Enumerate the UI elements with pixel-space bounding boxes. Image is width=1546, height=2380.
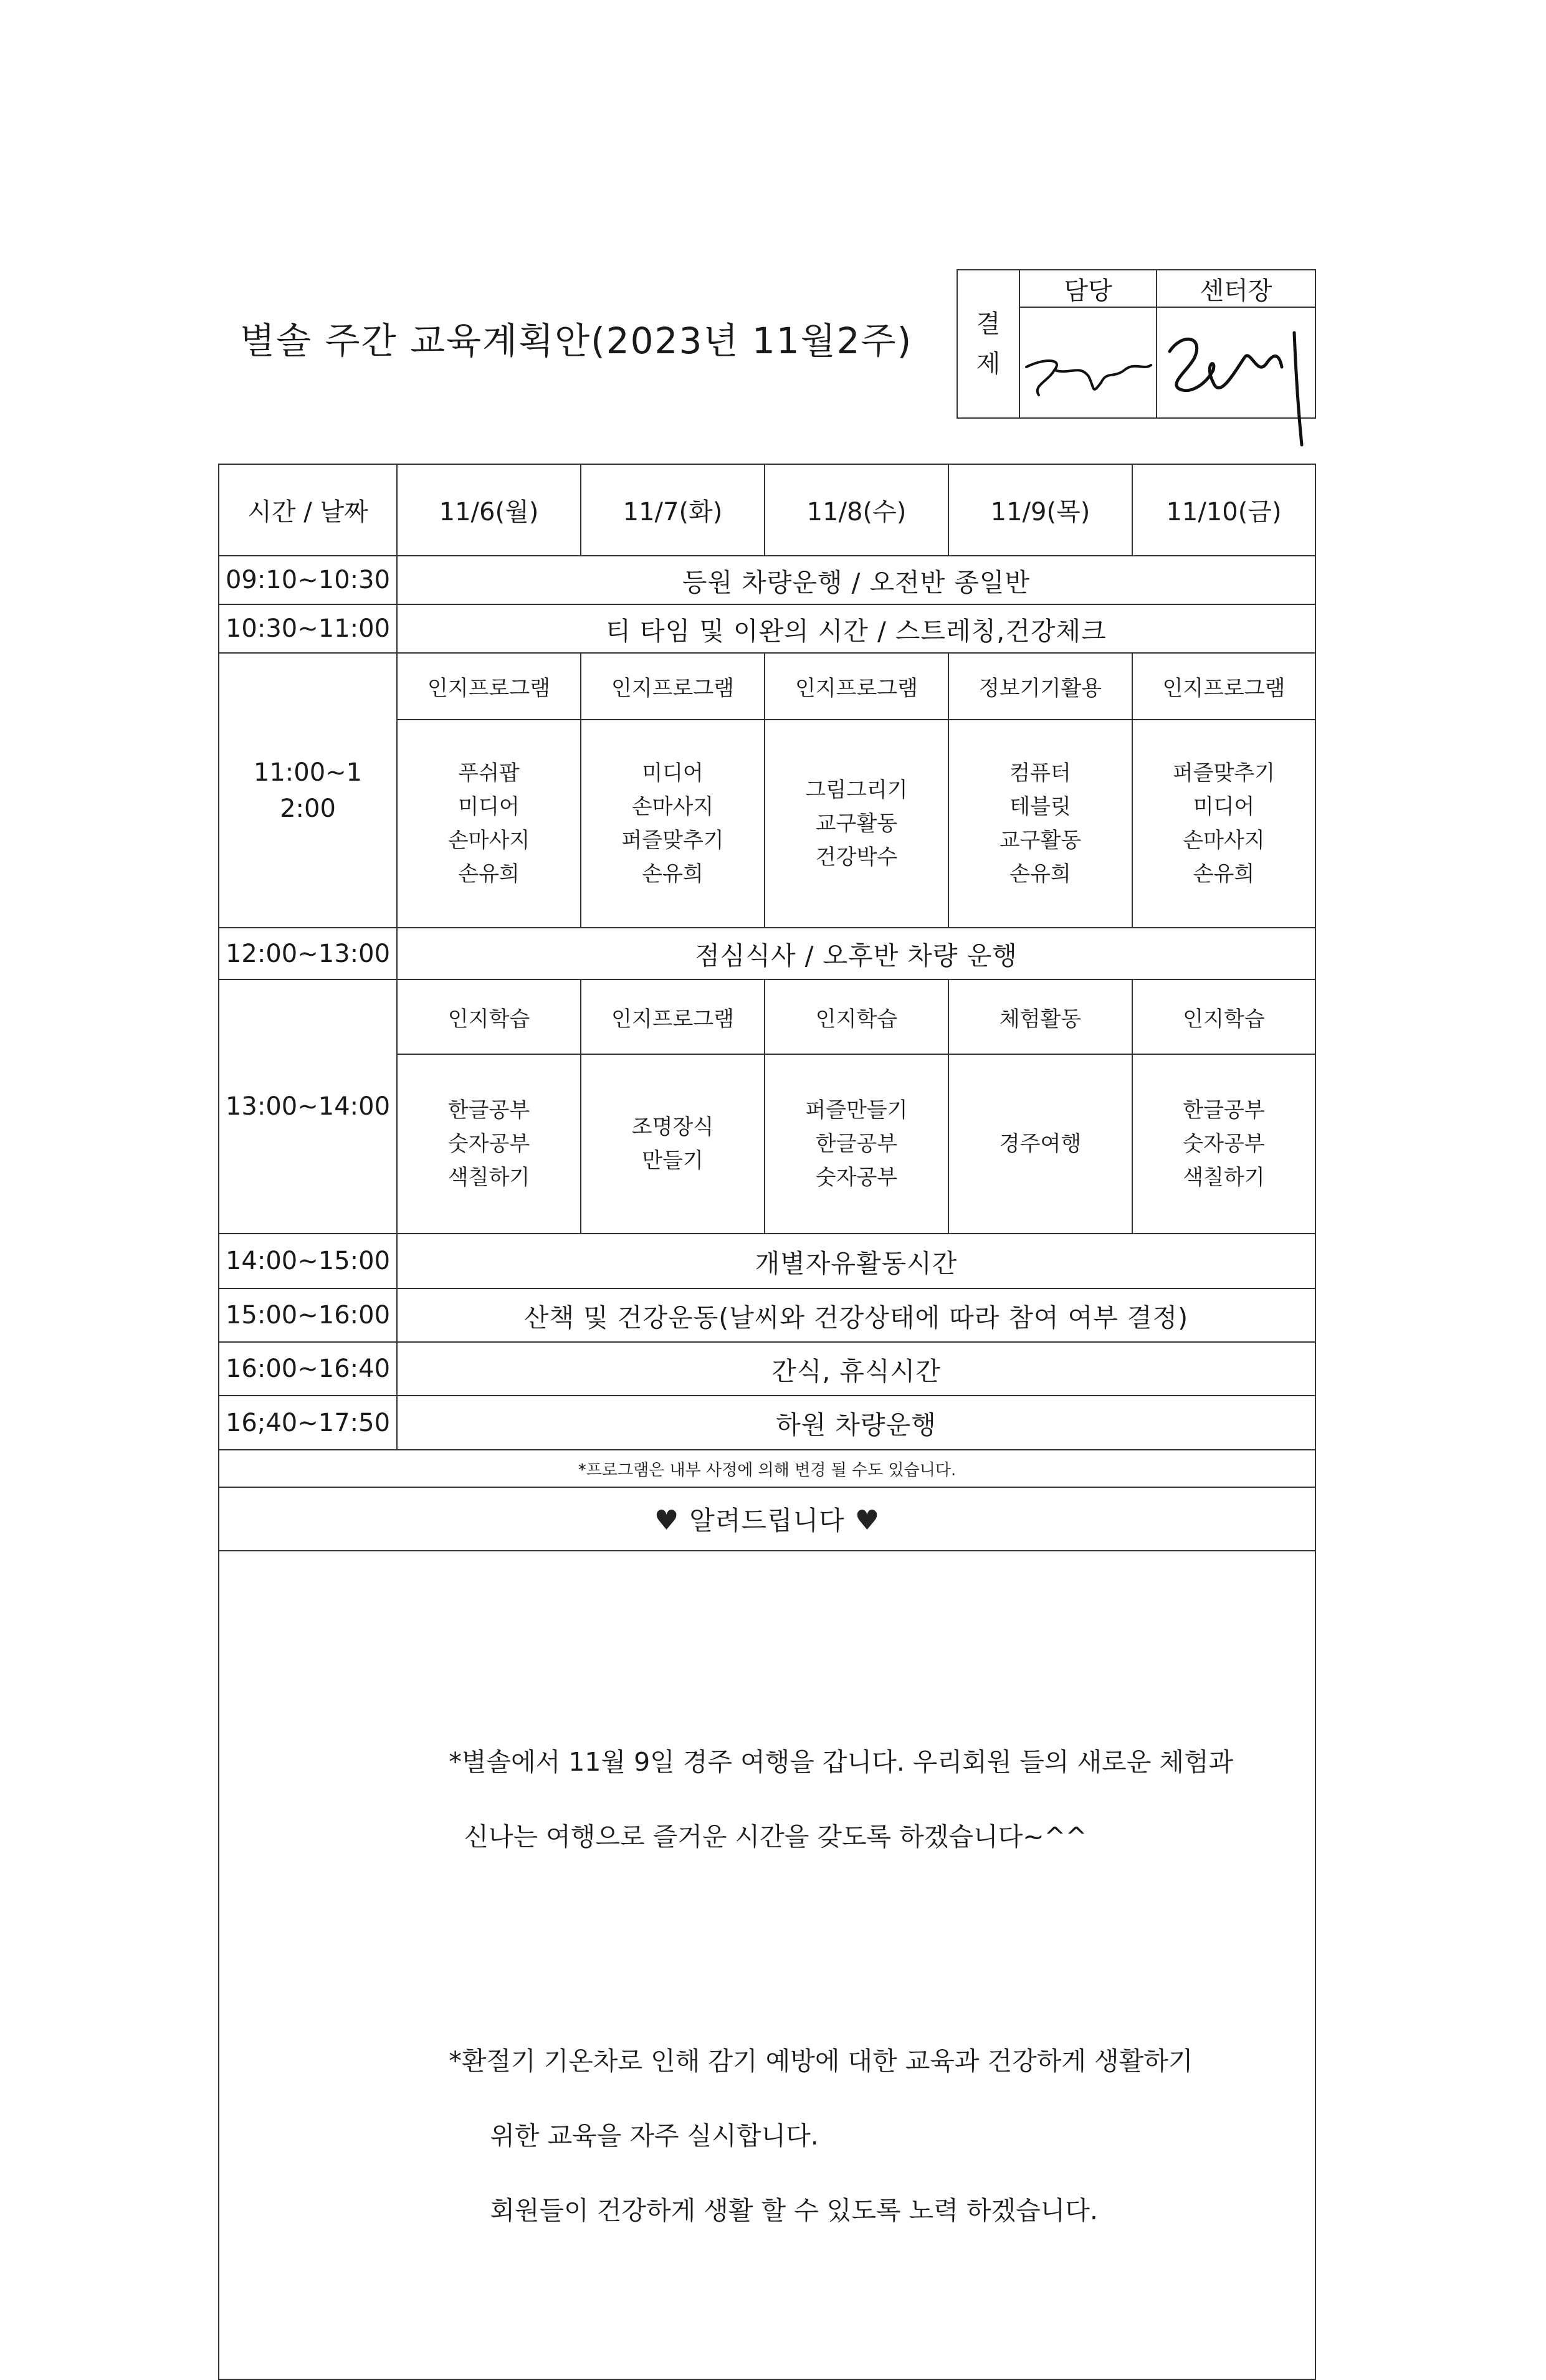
activity-cell: 등원 차량운행 / 오전반 종일반 <box>397 556 1315 604</box>
table-row <box>219 556 1315 604</box>
notice-body-row <box>219 1551 1315 2379</box>
time-cell: 16;40~17:50 <box>219 1396 397 1450</box>
header-time-date: 시간 / 날짜 <box>219 464 397 556</box>
notice-heading-text: 알려드립니다 <box>689 1505 845 1536</box>
time-cell: 12:00~13:00 <box>219 928 397 979</box>
category-cell: 인지프로그램 <box>581 653 765 720</box>
category-cell: 인지학습 <box>1132 979 1315 1054</box>
category-cell: 인지프로그램 <box>765 653 948 720</box>
approval-col-manager: 담당 <box>1019 270 1157 307</box>
heart-icon: ♥ <box>654 1505 680 1536</box>
program-items: 푸쉬팝 미디어 손마사지 손유희 <box>397 720 581 928</box>
category-cell: 인지프로그램 <box>397 653 581 720</box>
table-row <box>219 653 1315 720</box>
day-fri: 11/10(금) <box>1132 464 1315 556</box>
table-row <box>219 1234 1315 1288</box>
activity-cell: 간식, 휴식시간 <box>397 1342 1315 1396</box>
time-cell: 15:00~16:00 <box>219 1288 397 1342</box>
table-row <box>219 604 1315 653</box>
notice-body <box>219 1551 1315 2379</box>
activity-cell: 개별자유활동시간 <box>397 1234 1315 1288</box>
time-cell: 13:00~14:00 <box>219 979 397 1234</box>
table-row <box>219 1288 1315 1342</box>
time-cell: 11:00~1 2:00 <box>219 653 397 928</box>
schedule-table <box>218 464 1316 2380</box>
table-row <box>219 979 1315 1054</box>
program-items: 한글공부 숫자공부 색칠하기 <box>397 1054 581 1234</box>
category-cell: 인지학습 <box>765 979 948 1054</box>
day-mon: 11/6(월) <box>397 464 581 556</box>
day-wed: 11/8(수) <box>765 464 948 556</box>
program-items: 퍼즐맞추기 미디어 손마사지 손유희 <box>1132 720 1315 928</box>
notice-line: 위한 교육을 자주 실시합니다. <box>490 2121 819 2151</box>
category-cell: 인지학습 <box>397 979 581 1054</box>
activity-cell: 티 타임 및 이완의 시간 / 스트레칭,건강체크 <box>397 604 1315 653</box>
activity-cell: 산책 및 건강운동(날씨와 건강상태에 따라 참여 여부 결정) <box>397 1288 1315 1342</box>
notice-heading <box>219 1487 1315 1551</box>
notice-header-row <box>219 1487 1315 1551</box>
time-cell: 10:30~11:00 <box>219 604 397 653</box>
time-cell: 16:00~16:40 <box>219 1342 397 1396</box>
approval-col-director: 센터장 <box>1157 270 1315 307</box>
approval-label: 결 제 <box>957 270 1019 418</box>
activity-cell: 점심식사 / 오후반 차량 운행 <box>397 928 1315 979</box>
notice-line: 신나는 여행으로 즐거운 시간을 갖도록 하겠습니다~^^ <box>464 1822 1087 1852</box>
manager-signature <box>1019 307 1157 418</box>
header-row <box>219 464 1315 556</box>
table-row <box>219 1342 1315 1396</box>
category-cell: 체험활동 <box>948 979 1132 1054</box>
program-items: 경주여행 <box>948 1054 1132 1234</box>
signature-icon <box>1020 308 1156 417</box>
notice-line: 회원들이 건강하게 생활 할 수 있도록 노력 하겠습니다. <box>490 2196 1098 2225</box>
time-cell: 14:00~15:00 <box>219 1234 397 1288</box>
program-items: 그림그리기 교구활동 건강박수 <box>765 720 948 928</box>
category-cell: 인지프로그램 <box>581 979 765 1054</box>
category-cell: 인지프로그램 <box>1132 653 1315 720</box>
heart-icon: ♥ <box>854 1505 880 1536</box>
page-title: 별솔 주간 교육계획안(2023년 11월2주) <box>240 320 913 362</box>
program-items: 컴퓨터 테블릿 교구활동 손유희 <box>948 720 1132 928</box>
notice-line: *환절기 기온차로 인해 감기 예방에 대한 교육과 건강하게 생활하기 <box>449 2046 1193 2076</box>
program-items: 조명장식 만들기 <box>581 1054 765 1234</box>
change-note: *프로그램은 내부 사정에 의해 변경 될 수도 있습니다. <box>219 1450 1315 1487</box>
program-items: 미디어 손마사지 퍼즐맞추기 손유희 <box>581 720 765 928</box>
note-row <box>219 1450 1315 1487</box>
approval-box <box>957 269 1316 419</box>
program-items: 퍼즐만들기 한글공부 숫자공부 <box>765 1054 948 1234</box>
activity-cell: 하원 차량운행 <box>397 1396 1315 1450</box>
table-row <box>219 1396 1315 1450</box>
day-thu: 11/9(목) <box>948 464 1132 556</box>
day-tue: 11/7(화) <box>581 464 765 556</box>
signature-icon <box>1157 308 1315 456</box>
notice-line: *별솔에서 11월 9일 경주 여행을 갑니다. 우리회원 들의 새로운 체험과 <box>449 1747 1234 1777</box>
time-cell: 09:10~10:30 <box>219 556 397 604</box>
table-row <box>219 928 1315 979</box>
program-items: 한글공부 숫자공부 색칠하기 <box>1132 1054 1315 1234</box>
director-signature <box>1157 307 1315 418</box>
category-cell: 정보기기활용 <box>948 653 1132 720</box>
